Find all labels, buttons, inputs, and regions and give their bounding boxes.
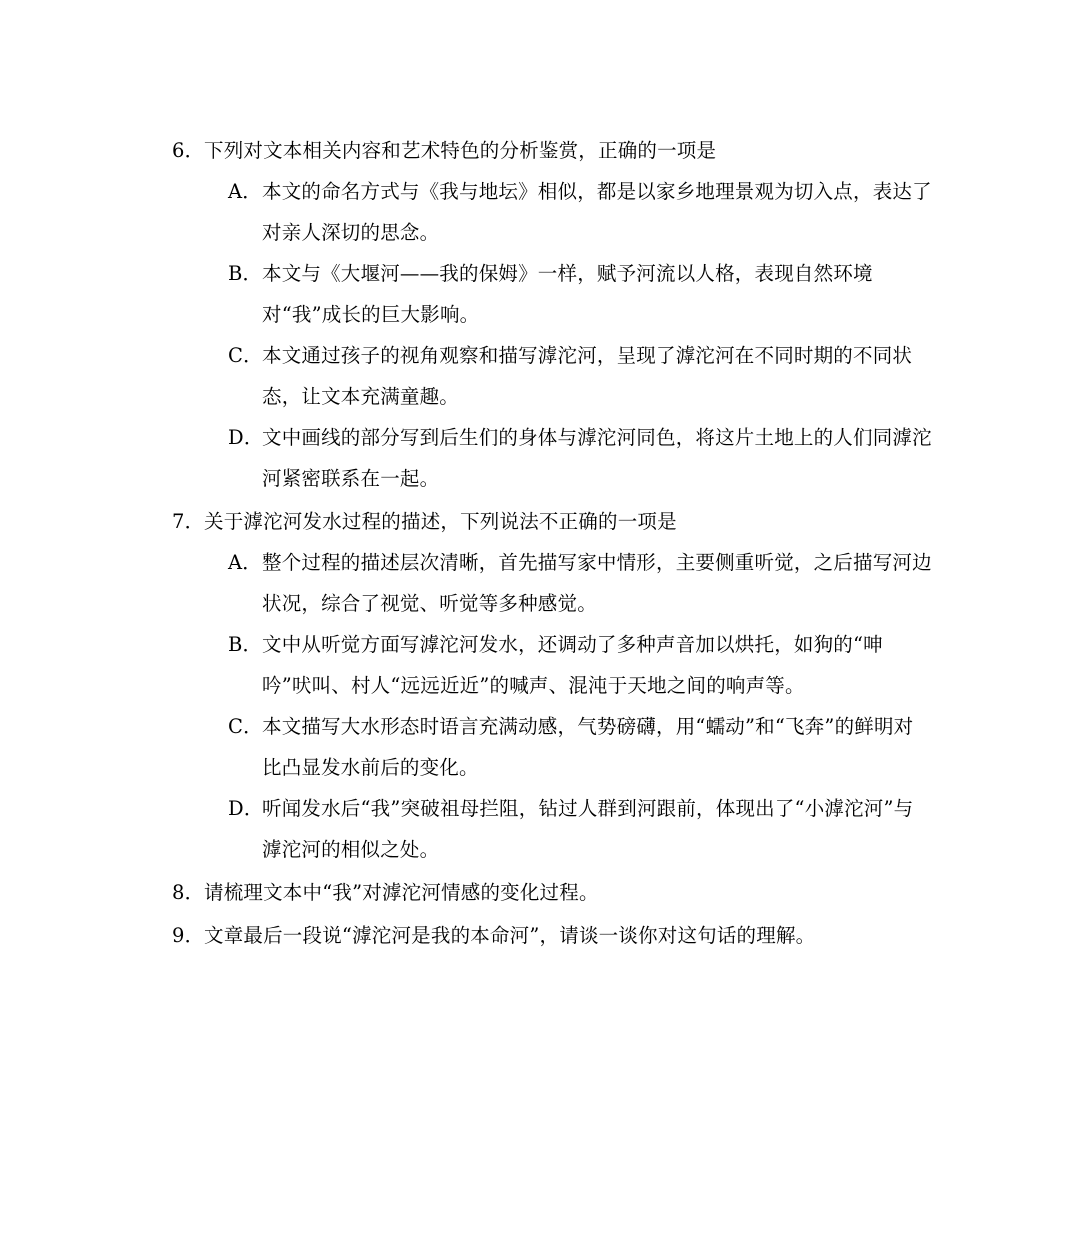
option-text-7-b: 文中从听觉方面写滹沱河发水，还调动了多种声音加以烘托，如狗的“呻吟”吠叫、村人“远远近近”的喊声、混沌于天地之间的响声等。 [262,633,883,697]
question-text-9: 文章最后一段说“滹沱河是我的本命河”，请谈一谈你对这句话的理解。 [204,924,816,947]
question-text-7: 关于滹沱河发水过程的描述，下列说法不正确的一项是 [204,510,677,533]
question-number-9: 9． [172,924,205,947]
option-text-7-a: 整个过程的描述层次清晰，首先描写家中情形，主要侧重听觉，之后描写河边状况，综合了视觉、听觉等多种感觉。 [262,551,932,615]
question-text-8: 请梳理文本中“我”对滹沱河情感的变化过程。 [204,881,599,904]
option-6-a [172,171,932,253]
question-stem-8 [172,872,932,913]
option-label-7-d: D． [228,797,264,820]
question-block-9 [172,915,932,956]
option-label-6-b: B． [228,262,263,285]
option-text-6-a: 本文的命名方式与《我与地坛》相似，都是以家乡地理景观为切入点，表达了对亲人深切的思念。 [262,180,932,244]
option-label-6-d: D． [228,426,264,449]
option-6-c [172,335,932,417]
question-number-6: 6． [172,139,205,162]
question-number-7: 7． [172,510,205,533]
option-label-6-a: A． [228,180,262,203]
option-7-b [172,624,932,706]
question-stem-7 [172,501,932,542]
option-label-7-a: A． [228,551,262,574]
option-text-6-d: 文中画线的部分写到后生们的身体与滹沱河同色，将这片土地上的人们同滹沱河紧密联系在一起。 [262,426,932,490]
option-7-a [172,542,932,624]
question-list [172,130,932,958]
question-block-8 [172,872,932,913]
option-text-6-c: 本文通过孩子的视角观察和描写滹沱河，呈现了滹沱河在不同时期的不同状态，让文本充满童趣。 [262,344,913,408]
question-text-6: 下列对文本相关内容和艺术特色的分析鉴赏，正确的一项是 [204,139,717,162]
option-label-7-c: C． [228,715,263,738]
option-7-c [172,706,932,788]
question-stem-9 [172,915,932,956]
option-text-6-b: 本文与《大堰河——我的保姆》一样，赋予河流以人格，表现自然环境对“我”成长的巨大影响。 [262,262,873,326]
option-text-7-c: 本文描写大水形态时语言充满动感，气势磅礴，用“蠕动”和“飞奔”的鲜明对比凸显发水前后的变化。 [262,715,914,779]
question-number-8: 8． [172,881,205,904]
question-block-7 [172,501,932,870]
option-text-7-d: 听闻发水后“我”突破祖母拦阻，钻过人群到河跟前，体现出了“小滹沱河”与滹沱河的相似之处。 [262,797,914,861]
question-block-6 [172,130,932,499]
option-7-d [172,788,932,870]
option-label-7-b: B． [228,633,263,656]
option-6-d [172,417,932,499]
option-label-6-c: C． [228,344,263,367]
option-6-b [172,253,932,335]
question-stem-6 [172,130,932,171]
